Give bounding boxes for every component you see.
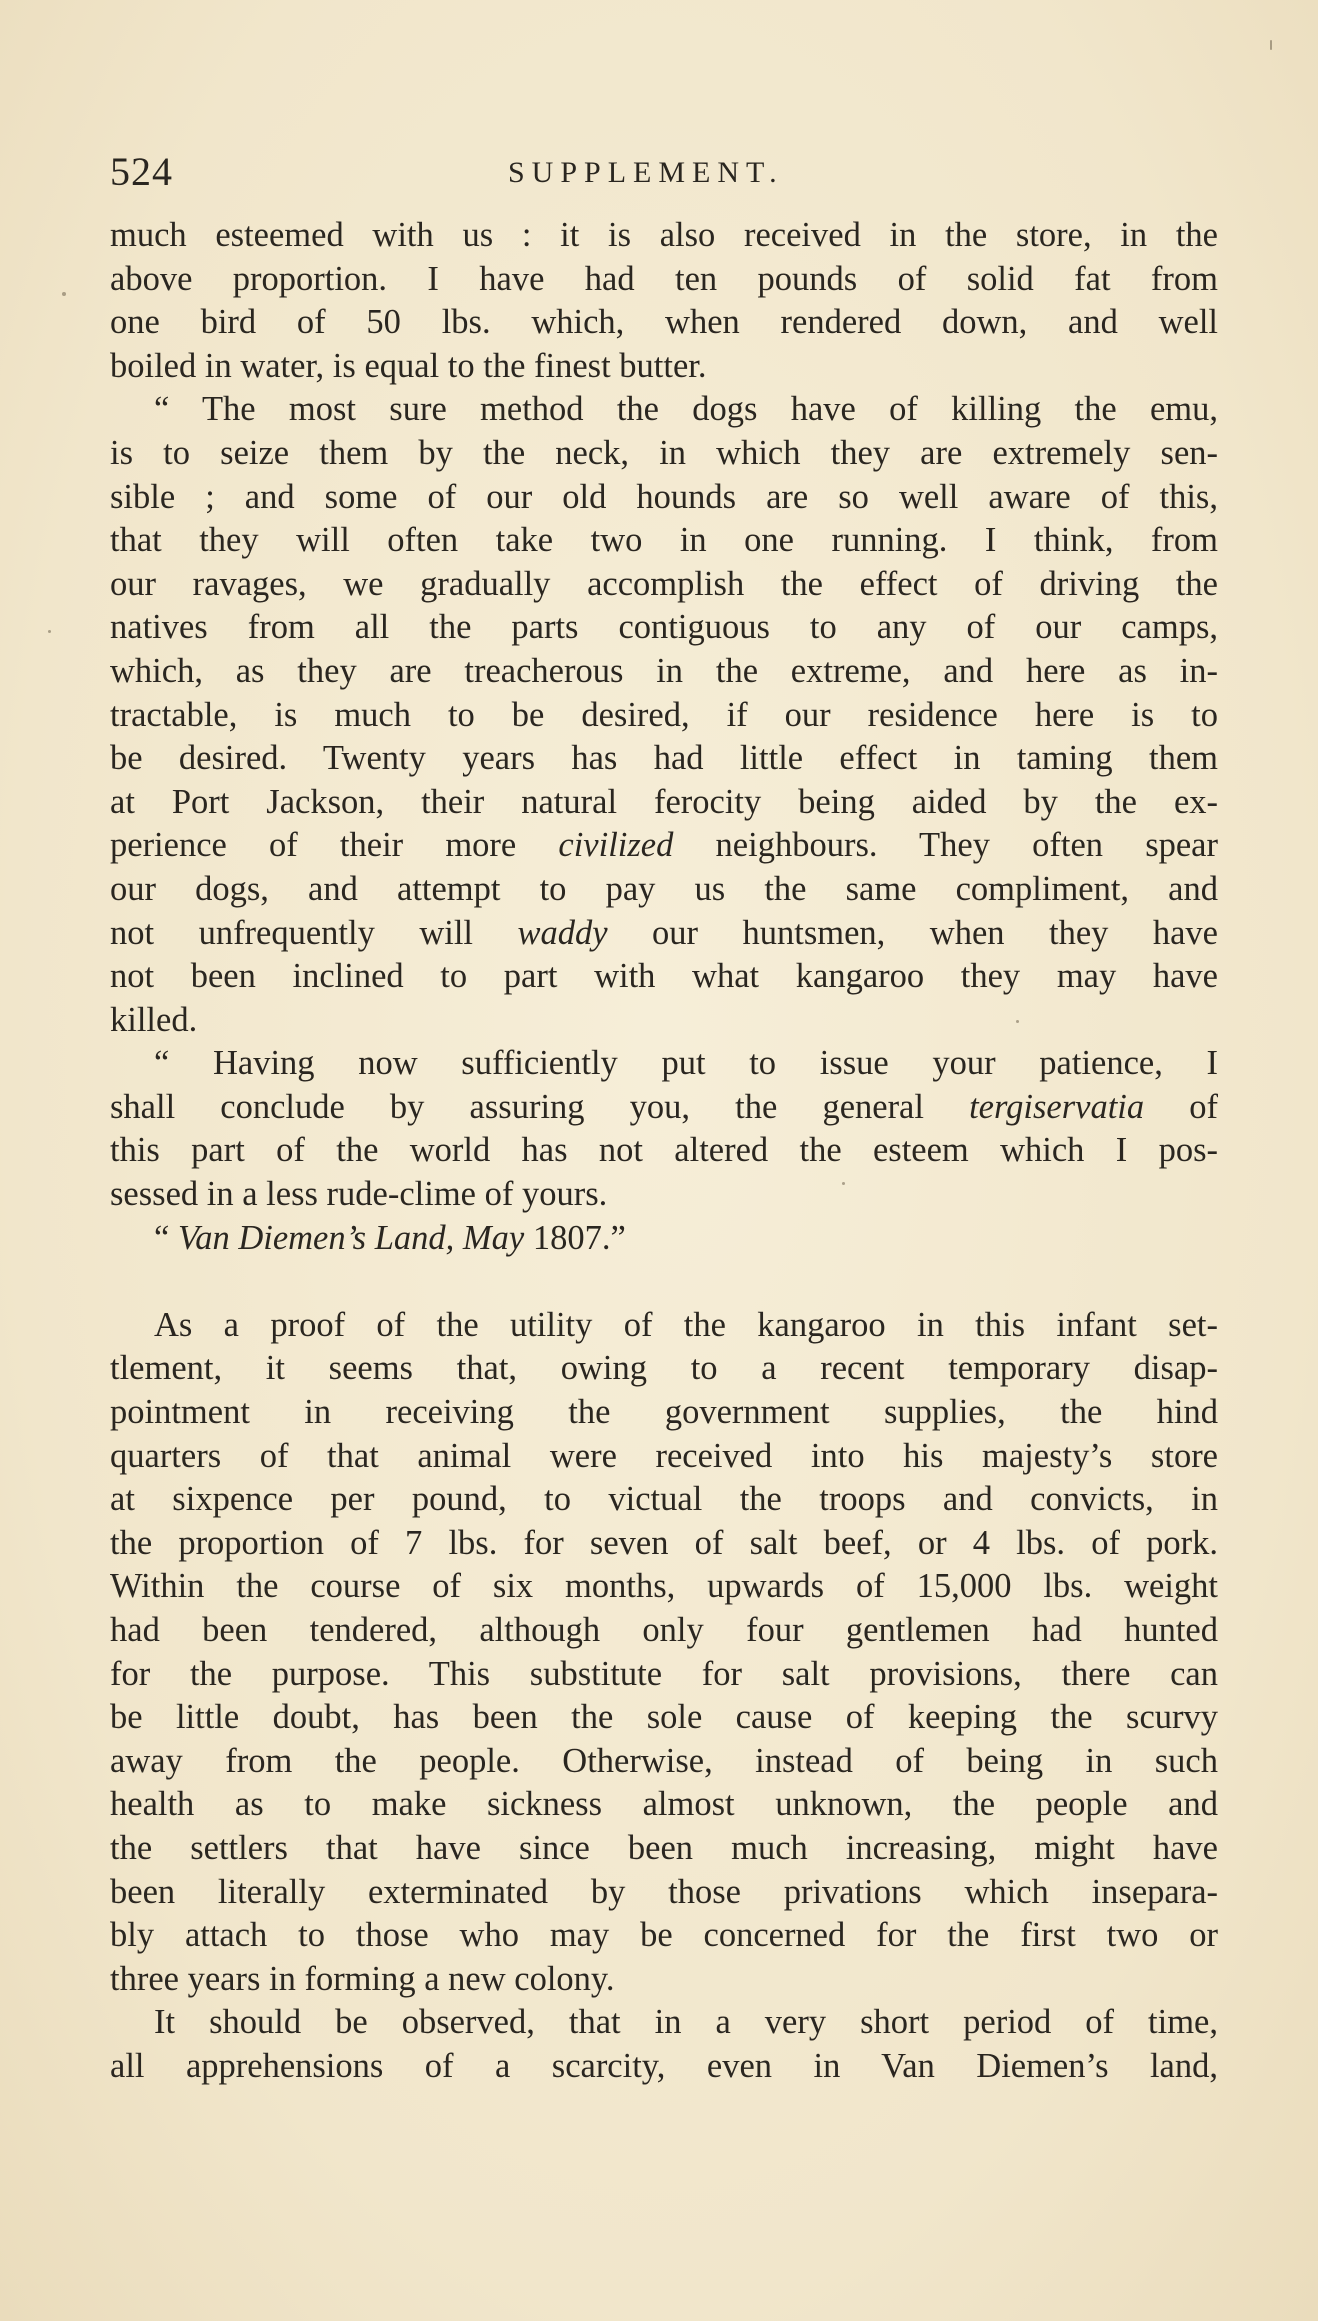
paper-speck — [1270, 40, 1272, 50]
text-line: all apprehensions of a scarcity, even in Van Diemen’s land, — [110, 2046, 1218, 2085]
text-line: had been tendered, although only four gentlemen had hunted — [110, 1611, 1218, 1649]
text-line: above proportion. I have had ten pounds of solid fat from — [110, 259, 1218, 298]
text-line: this part of the world has not altered the esteem which I pos- — [110, 1131, 1218, 1170]
text-line: sible ; and some of our old hounds are so well aware of this, — [110, 477, 1218, 516]
text-line: three years in forming a new colony. — [110, 1959, 615, 1998]
text-line: natives from all the parts contiguous to any of our camps, — [110, 608, 1218, 647]
text-line: health as to make sickness almost unknown, the people and — [110, 1785, 1218, 1824]
text-line: perience of their more civilized neighbours. They often spear — [110, 826, 1218, 865]
text-line: at Port Jackson, their natural ferocity being aided by the ex- — [110, 782, 1218, 821]
text-line: tractable, is much to be desired, if our residence here is to — [110, 695, 1218, 734]
page-number: 524 — [110, 149, 173, 194]
text-line: for the purpose. This substitute for salt provisions, there can — [110, 1654, 1218, 1693]
text-line: at sixpence per pound, to victual the troops and convicts, in — [110, 1480, 1218, 1519]
text-line: “ Having now sufficiently put to issue your patience, I — [154, 1044, 1218, 1083]
paragraph-gap — [110, 1260, 1218, 1304]
text-line: shall conclude by assuring you, the general tergiservatia of — [110, 1087, 1218, 1126]
text-line: not unfrequently will waddy our huntsmen, when they have — [110, 913, 1218, 952]
text-line: which, as they are treacherous in the extreme, and here as in- — [110, 651, 1218, 690]
italic-word: waddy — [517, 913, 608, 952]
italic-word: tergiservatia — [969, 1087, 1145, 1126]
text-line: been literally exterminated by those privations which insepara- — [110, 1872, 1218, 1911]
text-line: be desired. Twenty years has had little effect in taming them — [110, 739, 1218, 778]
text-line: killed. — [110, 1000, 198, 1039]
letter-signoff: “ Van Diemen’s Land, May 1807.” — [154, 1218, 626, 1257]
italic-word: civilized — [558, 826, 674, 865]
text-line: is to seize them by the neck, in which they are extremely sen- — [110, 433, 1218, 472]
text-line: “ The most sure method the dogs have of killing the emu, — [154, 390, 1218, 429]
text-line: be little doubt, has been the sole cause of keeping the scurvy — [110, 1698, 1218, 1737]
body-text — [110, 214, 1218, 2089]
text-line: pointment in receiving the government supplies, the hind — [110, 1393, 1218, 1432]
text-line: boiled in water, is equal to the finest butter. — [110, 346, 707, 385]
text-line: bly attach to those who may be concerned for the first two or — [110, 1916, 1218, 1955]
paper-speck — [48, 630, 51, 633]
running-title: SUPPLEMENT. — [508, 156, 784, 189]
text-line: sessed in a less rude-clime of yours. — [110, 1175, 608, 1214]
text-line: the settlers that have since been much increasing, might have — [110, 1828, 1218, 1867]
text-line: our ravages, we gradually accomplish the effect of driving the — [110, 564, 1218, 603]
text-line: that they will often take two in one running. I think, from — [110, 521, 1218, 560]
text-line: As a proof of the utility of the kangaroo in this infant set- — [154, 1305, 1218, 1344]
paper-speck — [1016, 1020, 1019, 1023]
text-line: away from the people. Otherwise, instead of being in such — [110, 1741, 1218, 1780]
text-line: tlement, it seems that, owing to a recent temporary disap- — [110, 1349, 1218, 1388]
text-line: quarters of that animal were received into his majesty’s store — [110, 1436, 1218, 1475]
text-line: much esteemed with us : it is also received in the store, in the — [110, 216, 1218, 254]
text-line: Within the course of six months, upwards of 15,000 lbs. weight — [110, 1567, 1218, 1606]
text-line: It should be observed, that in a very short period of time, — [154, 2003, 1218, 2042]
page-header — [110, 148, 1220, 198]
italic-place-date: Van Diemen’s Land, May — [177, 1218, 525, 1257]
text-line: not been inclined to part with what kangaroo they may have — [110, 957, 1218, 996]
text-line: our dogs, and attempt to pay us the same compliment, and — [110, 869, 1218, 908]
paper-speck — [842, 1182, 845, 1185]
text-line: one bird of 50 lbs. which, when rendered down, and well — [110, 303, 1218, 342]
text-line: the proportion of 7 lbs. for seven of salt beef, or 4 lbs. of pork. — [110, 1523, 1218, 1562]
paper-speck — [62, 292, 66, 296]
